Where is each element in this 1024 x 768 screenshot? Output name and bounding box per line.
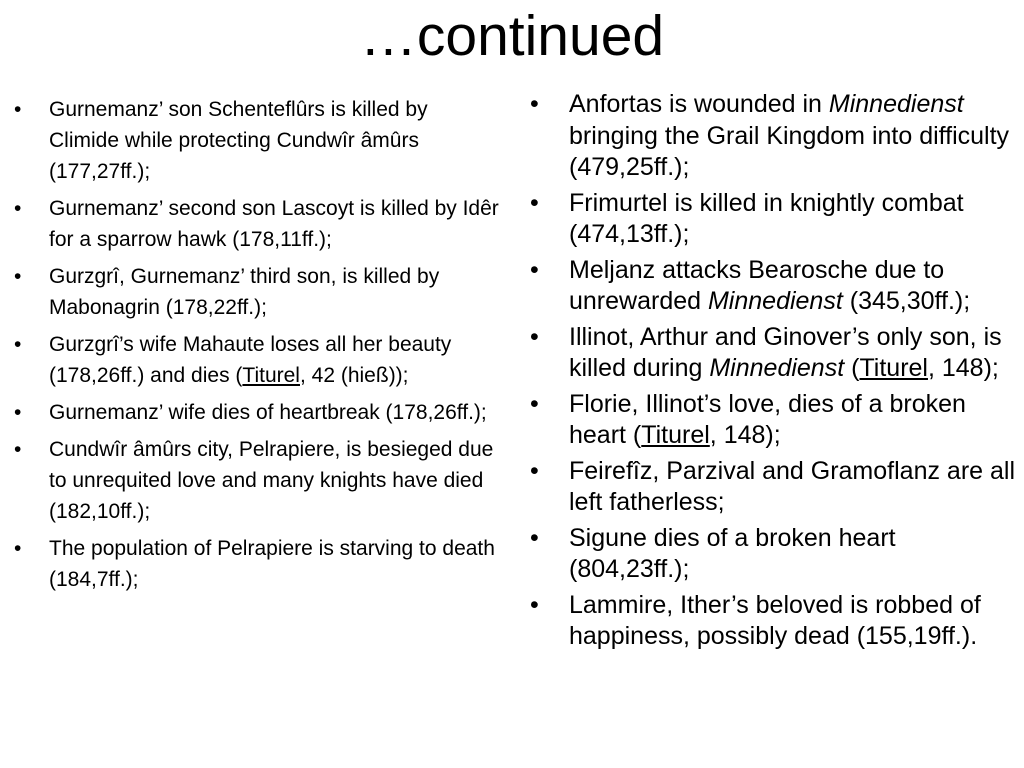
bullet-icon: • — [530, 322, 539, 351]
item-text: Gurnemanz’ second son Lascoyt is killed by Idêr for a sparrow hawk (178,11ff.); — [49, 197, 499, 251]
left-list-item — [12, 434, 502, 527]
underlined-title: Titurel — [859, 354, 928, 382]
item-text: , 148); — [927, 354, 999, 382]
item-text: , 42 (hieß)); — [299, 364, 409, 387]
item-text: bringing the Grail Kingdom into difficulty (479,25ff.); — [569, 121, 1010, 181]
left-list-item — [12, 94, 502, 187]
left-list-item — [12, 329, 502, 391]
bullet-icon: • — [530, 523, 539, 552]
bullet-icon: • — [530, 255, 539, 284]
bullet-icon: • — [14, 438, 22, 461]
right-list-item — [527, 523, 1019, 586]
right-list-item — [527, 590, 1019, 653]
item-text: Gurnemanz’ wife dies of heartbreak (178,26ff.); — [49, 401, 487, 424]
bullet-icon: • — [14, 401, 22, 424]
item-text: Anfortas is wounded in — [569, 90, 829, 118]
right-list-item — [527, 456, 1019, 519]
left-list-item — [12, 533, 502, 595]
underlined-title: Titurel — [242, 364, 300, 387]
right-list-item — [527, 188, 1019, 251]
right-list-item — [527, 322, 1019, 385]
item-text: Lammire, Ither’s beloved is robbed of happiness, possibly dead (155,19ff.). — [569, 590, 981, 650]
item-text: Frimurtel is killed in knightly combat (474,13ff.); — [569, 188, 964, 248]
item-text: Meljanz attacks Bearosche due to unrewarded — [569, 255, 945, 315]
bullet-icon: • — [14, 537, 22, 560]
bullet-icon: • — [530, 90, 539, 118]
bullet-icon: • — [530, 590, 539, 619]
bullet-icon: • — [530, 389, 539, 418]
slide-title: …continued — [359, 4, 665, 68]
right-list-item — [527, 89, 1019, 184]
left-bullet-list — [12, 94, 502, 601]
item-text: ( — [844, 354, 860, 382]
item-text: Sigune dies of a broken heart (804,23ff.); — [569, 523, 896, 583]
italic-term: Minnedienst — [707, 287, 843, 315]
item-text: , 148); — [709, 421, 781, 449]
item-text: (345,30ff.); — [842, 287, 971, 315]
item-text: Feirefîz, Parzival and Gramoflanz are all left fatherless; — [569, 456, 1016, 516]
item-text: The population of Pelrapiere is starving to death (184,7ff.); — [49, 537, 495, 591]
bullet-icon: • — [14, 197, 22, 220]
bullet-icon: • — [530, 456, 539, 485]
italic-term: Minnedienst — [709, 354, 845, 382]
right-list-item — [527, 389, 1019, 452]
bullet-icon: • — [14, 98, 22, 121]
left-list-item — [12, 193, 502, 255]
item-text: Gurzgrî’s wife Mahaute loses all her beauty (178,26ff.) and dies ( — [49, 333, 452, 387]
left-list-item — [12, 261, 502, 323]
left-list-item — [12, 397, 502, 428]
bullet-icon: • — [530, 188, 539, 217]
item-text: Cundwîr âmûrs city, Pelrapiere, is besieged due to unrequited love and many knights have died (182,10ff.); — [49, 438, 494, 523]
underlined-title: Titurel — [641, 421, 710, 449]
bullet-icon: • — [14, 265, 22, 288]
item-text: Florie, Illinot’s love, dies of a broken heart ( — [569, 389, 966, 449]
item-text: Gurnemanz’ son Schenteflûrs is killed by Climide while protecting Cundwîr âmûrs (177,27ff.); — [49, 98, 428, 183]
item-text: Gurzgrî, Gurnemanz’ third son, is killed by Mabonagrin (178,22ff.); — [49, 265, 440, 319]
right-list-item — [527, 255, 1019, 318]
italic-term: Minnedienst — [828, 90, 964, 118]
item-text: Illinot, Arthur and Ginover’s only son, is killed during — [569, 322, 1002, 382]
bullet-icon: • — [14, 333, 22, 356]
right-bullet-list — [527, 89, 1019, 657]
